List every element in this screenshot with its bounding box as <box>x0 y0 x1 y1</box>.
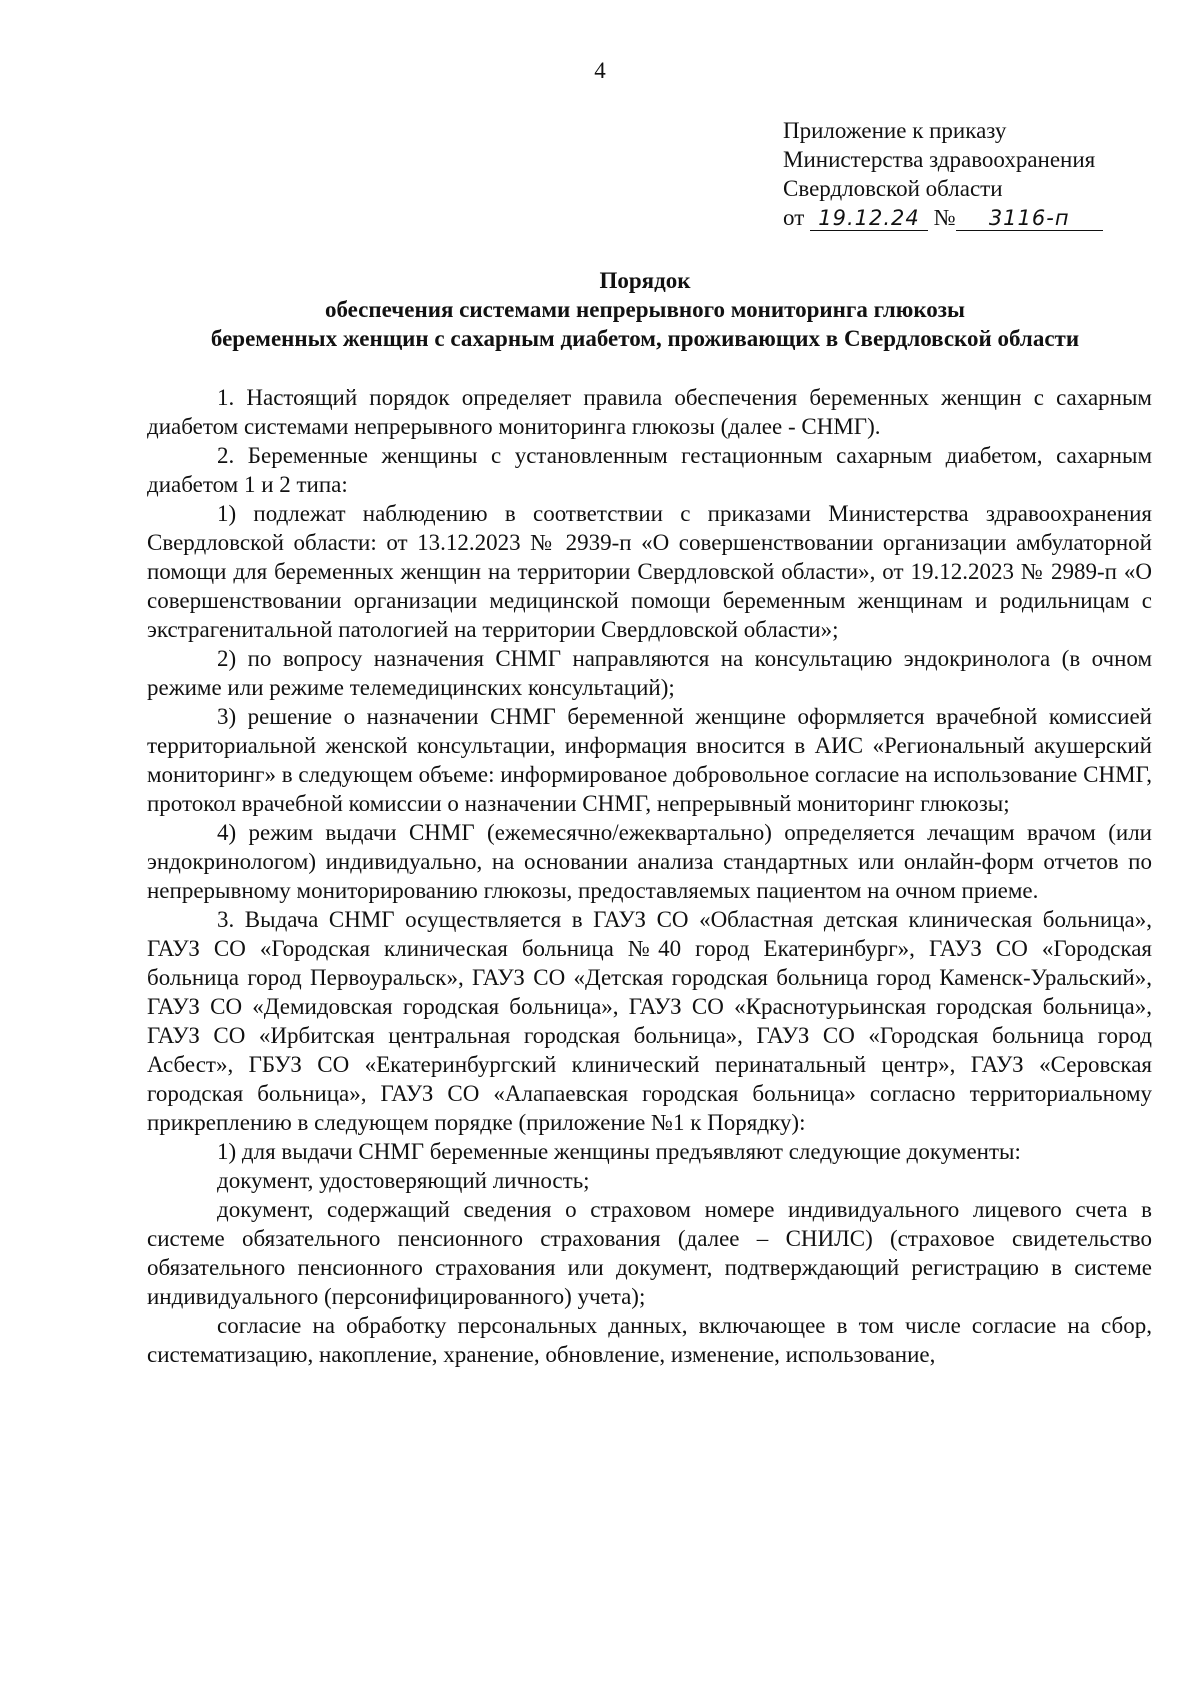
title-line: беременных женщин с сахарным диабетом, проживающих в Свердловской области <box>210 326 1080 351</box>
order-number-handwritten: 3116-п <box>956 206 1103 231</box>
date-prefix: от <box>783 205 805 230</box>
number-sign: № <box>933 205 956 230</box>
paragraph: 2. Беременные женщины с установленным гестационным сахарным диабетом, сахарным диабетом 1 и 2 типа: <box>147 443 1152 497</box>
paragraph: 3. Выдача СНМГ осуществляется в ГАУЗ СО «Областная детская клиническая больница», ГАУЗ СО «Городская клиническая больница №40 город Екатеринбург», ГАУЗ СО «Городская больница город Первоуральск», ГАУЗ СО «Детская городская больница город Каменск-Уральский», ГАУЗ СО «Демидовская городская больница», ГАУЗ СО «Краснотурьинская городская больница», ГАУЗ СО «Ирбитская центральная городская больница», ГАУЗ СО «Городская больница город Асбест», ГБУЗ СО «Екатеринбургский клинический перинатальный центр», ГАУЗ «Серовская городская больница», ГАУЗ СО «Алапаевская городская больница» согласно территориальному прикреплению в следующем порядке (приложение №1 к Порядку): <box>147 907 1152 1135</box>
paragraph: 1) для выдачи СНМГ беременные женщины предъявляют следующие документы: <box>217 1139 1021 1164</box>
document-body <box>147 383 1152 1369</box>
paragraph: согласие на обработку персональных данных, включающее в том числе согласие на сбор, систематизацию, накопление, хранение, обновление, изменение, использование, <box>147 1313 1152 1367</box>
paragraph: 3) решение о назначении СНМГ беременной женщине оформляется врачебной комиссией территориальной женской консультации, информация вносится в АИС «Региональный акушерский мониторинг» в следующем объеме: информированое добровольное согласие на использование СНМГ, протокол врачебной комиссии о назначении СНМГ, непрерывный мониторинг глюкозы; <box>147 704 1152 816</box>
paragraph: 4) режим выдачи СНМГ (ежемесячно/ежеквартально) определяется лечащим врачом (или эндокринологом) индивидуально, на основании анализа стандартных или онлайн-форм отчетов по непрерывному мониторированию глюкозы, предоставляемых пациентом на очном приеме. <box>147 820 1152 903</box>
appendix-line: Свердловской области <box>783 176 1003 201</box>
page-number: 4 <box>594 58 606 83</box>
paragraph: документ, удостоверяющий личность; <box>217 1168 590 1193</box>
appendix-header <box>783 116 1163 232</box>
appendix-line: Министерства здравоохранения <box>783 147 1096 172</box>
title-line: Порядок <box>599 268 691 293</box>
paragraph: 2) по вопросу назначения СНМГ направляются на консультацию эндокринолога (в очном режиме или режиме телемедицинских консультаций); <box>147 646 1152 700</box>
paragraph: 1. Настоящий порядок определяет правила обеспечения беременных женщин с сахарным диабетом системами непрерывного мониторинга глюкозы (далее - СНМГ). <box>147 385 1152 439</box>
title-line: обеспечения системами непрерывного мониторинга глюкозы <box>324 297 966 322</box>
appendix-line: Приложение к приказу <box>783 118 1007 143</box>
paragraph: 1) подлежат наблюдению в соответствии с приказами Министерства здравоохранения Свердловской области: от 13.12.2023 № 2939-п «О совершенствовании организации амбулаторной помощи для беременных женщин на территории Свердловской области», от 19.12.2023 № 2989-п «О совершенствовании организации медицинской помощи беременным женщинам и родильницам с экстрагенитальной патологией на территории Свердловской области»; <box>147 501 1152 642</box>
order-date-handwritten: 19.12.24 <box>810 206 928 231</box>
order-date-number-row <box>783 203 1163 232</box>
paragraph: документ, содержащий сведения о страховом номере индивидуального лицевого счета в системе обязательного пенсионного страхования (далее – СНИЛС) (страховое свидетельство обязательного пенсионного страхования или документ, подтверждающий регистрацию в системе индивидуального (персонифицированного) учета); <box>147 1197 1152 1309</box>
document-title <box>120 266 1170 353</box>
